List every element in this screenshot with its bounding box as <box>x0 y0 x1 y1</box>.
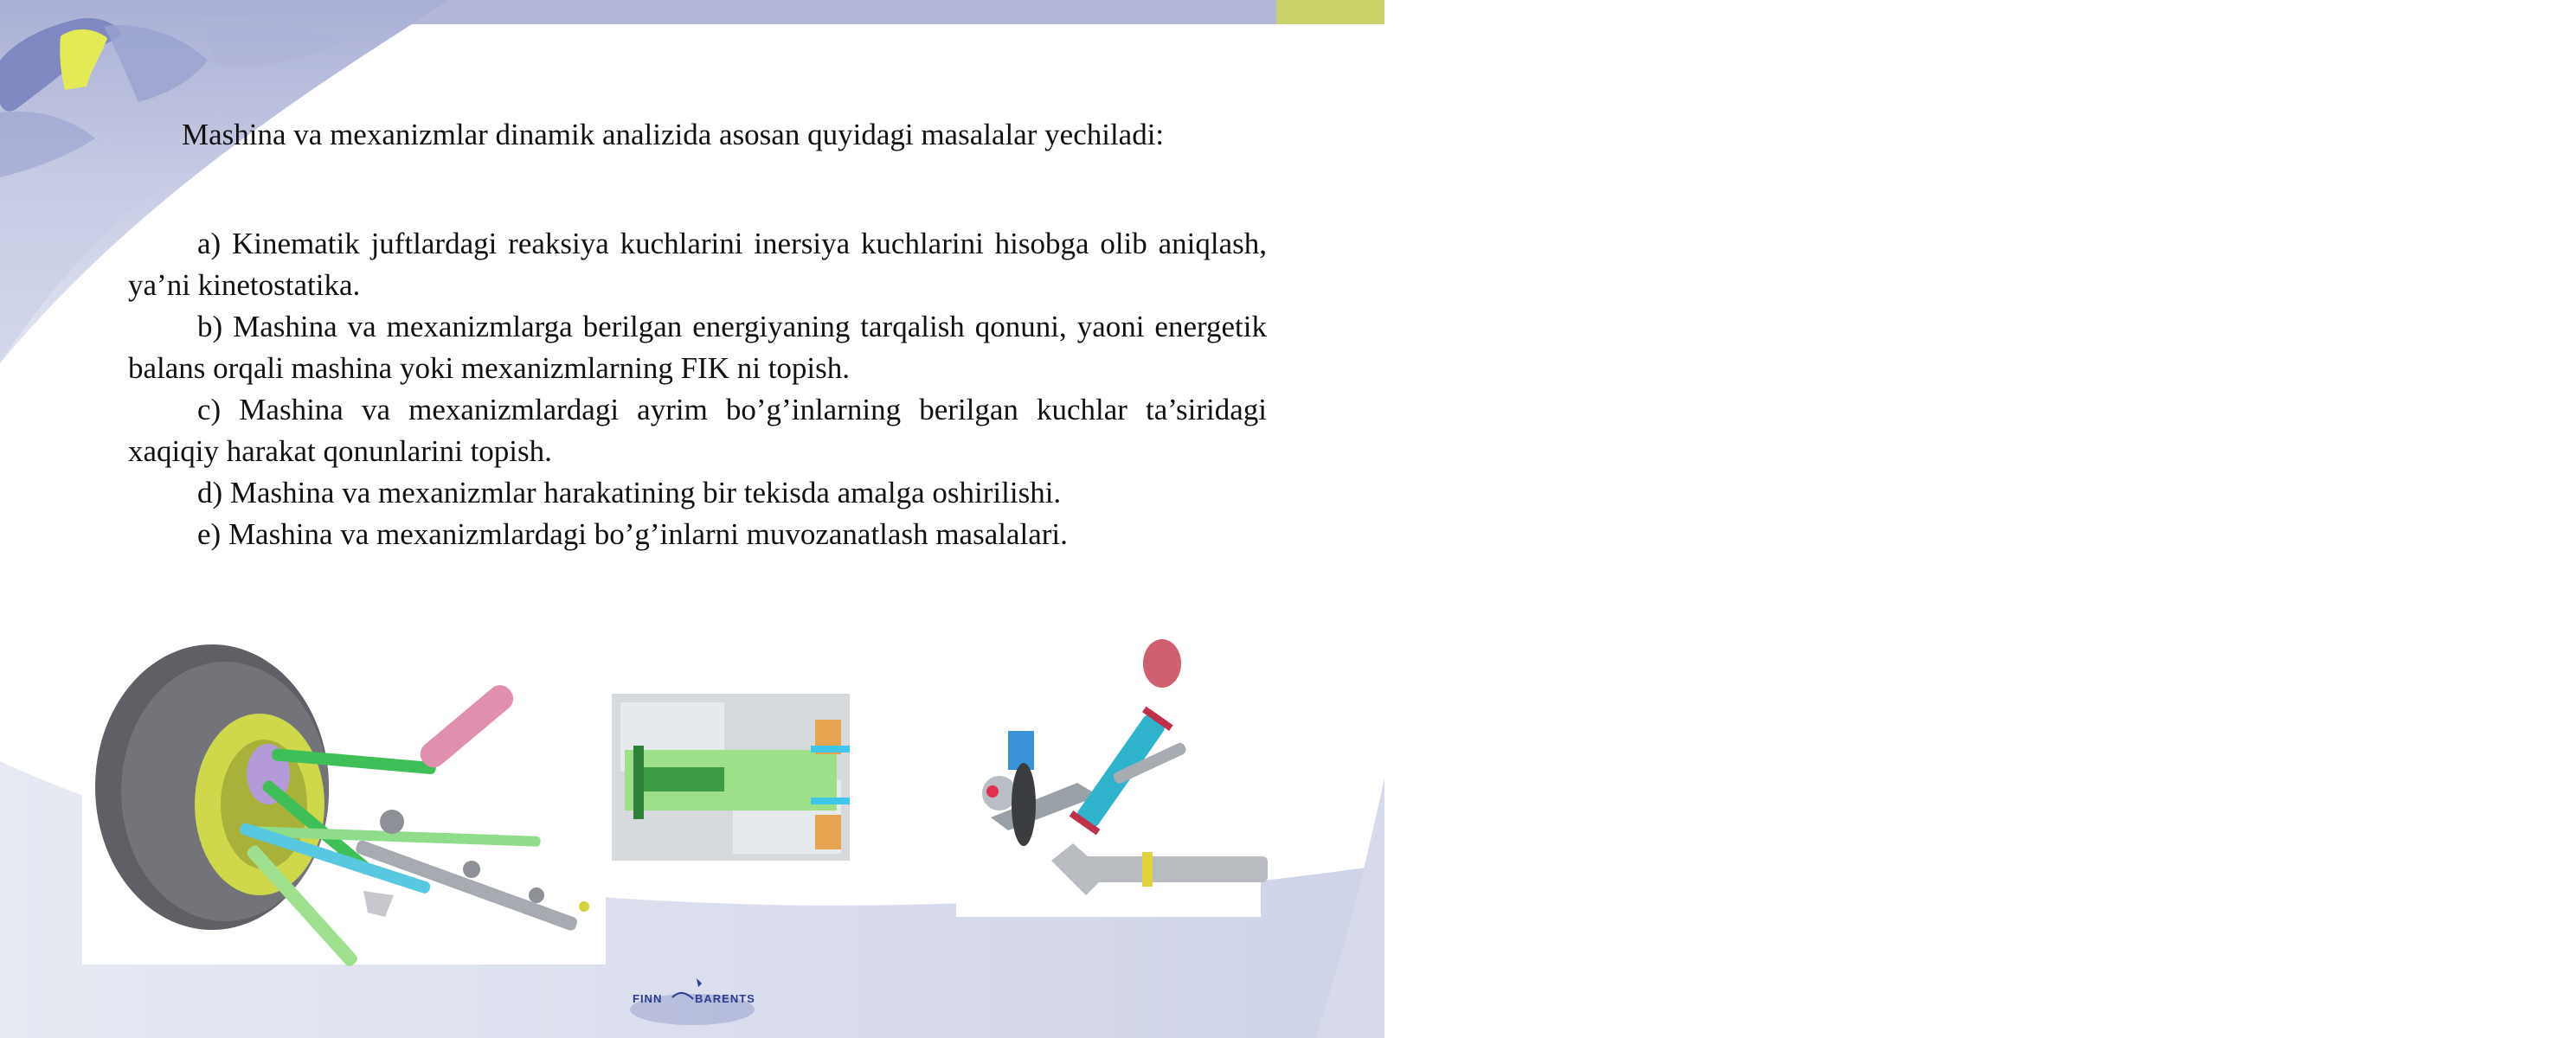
shock-absorber-image <box>956 636 1261 917</box>
list-item: a) Kinematik juftlardagi reaksiya kuchlarini inersiya kuchlarini hisobga olib aniqlash, ya’ni kinetostatika. <box>128 227 1267 302</box>
list-item: d) Mashina va mexanizmlar harakatining bir tekisda amalga oshirilishi. <box>197 476 1062 509</box>
logo-text-right: BARENTS <box>695 992 755 1005</box>
list-item: b) Mashina va mexanizmlarga berilgan energiyaning tarqalish qonuni, yaoni energetik balans orqali mashina yoki mexanizmlarning FIK ni topish. <box>128 310 1267 385</box>
mechanism-image <box>612 694 850 861</box>
page-number-tab <box>1276 0 2576 24</box>
list-item: e) Mashina va mexanizmlardagi bo’g’inlarni muvozanatlash masalalari. <box>197 517 1068 551</box>
slide-body <box>128 223 1267 555</box>
list-item: c) Mashina va mexanizmlardagi ayrim bo’g’inlarning berilgan kuchlar ta’siridagi xaqiqiy harakat qonunlarini topish. <box>128 393 1267 468</box>
wheel-suspension-image <box>82 636 606 964</box>
slide-title: Mashina va mexanizmlar dinamik analizida asosan quyidagi masalalar yechiladi: <box>182 118 1165 151</box>
page-number: 4 <box>2570 5 2576 17</box>
finn-barents-logo <box>627 973 757 1027</box>
logo-text-left: FINN <box>633 992 663 1005</box>
